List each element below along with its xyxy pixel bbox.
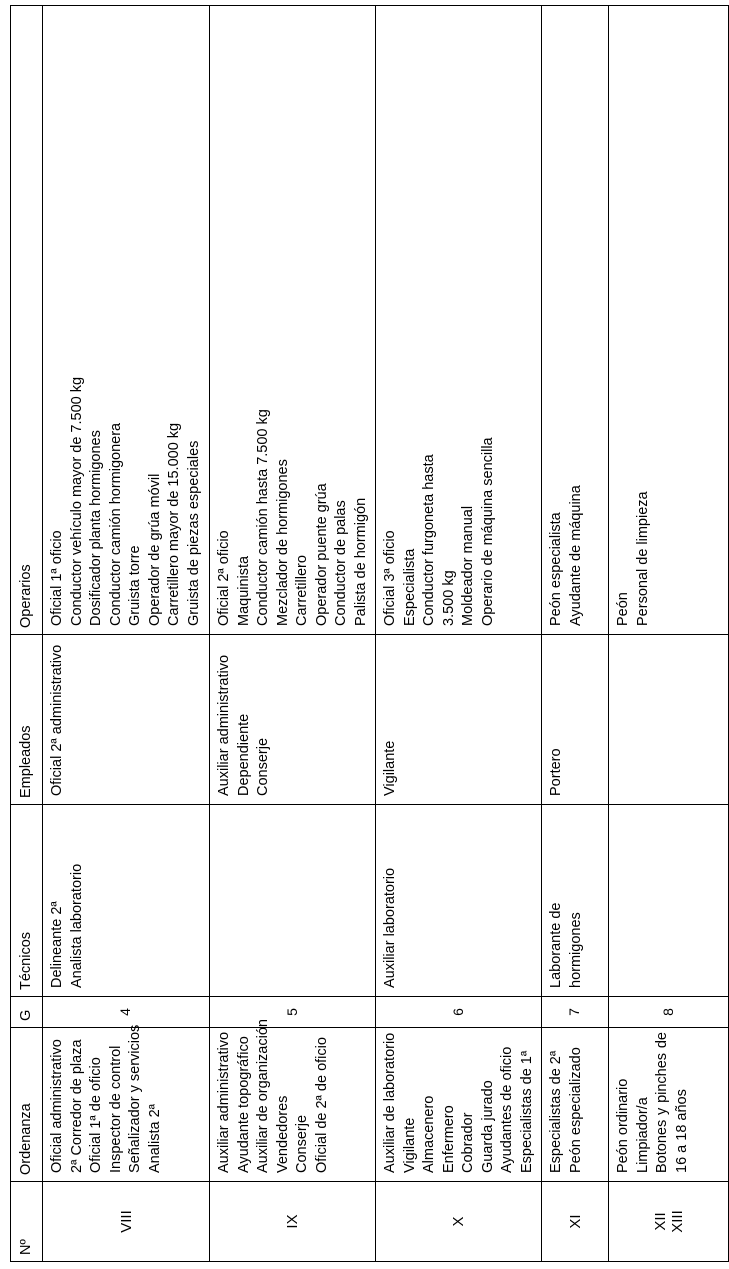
list-item: Auxiliar administrativo xyxy=(216,1031,232,1173)
header-empleados: Empleados xyxy=(11,635,43,805)
cell-operarios xyxy=(210,6,376,635)
list-item: Botones y pinches de 16 a 18 años xyxy=(654,1032,690,1173)
list-item: Guarda jurado xyxy=(479,1080,496,1173)
list-item: 3.500 kg xyxy=(440,570,457,626)
list-item: Enfermero xyxy=(440,1105,457,1173)
list-item: Peón ordinario xyxy=(615,1078,631,1173)
list-item: Conductor furgoneta hasta xyxy=(421,454,437,626)
list-item: Mezclador de hormigones xyxy=(274,459,291,626)
table-row xyxy=(542,6,609,1262)
table-row xyxy=(609,6,729,1262)
list-item: Moldeador manual xyxy=(460,505,476,626)
list-item: Oficial 1ª de oficio xyxy=(88,1057,104,1173)
list-item: Cobrador xyxy=(460,1112,476,1173)
list-item: Peón xyxy=(615,592,631,626)
list-item: Oficial 3ª oficio xyxy=(382,530,398,626)
cell-operarios xyxy=(43,6,210,635)
list-item: Limpiador/a xyxy=(634,1097,651,1173)
list-item: Portero xyxy=(548,748,564,796)
header-ordenanza: Ordenanza xyxy=(11,1028,43,1182)
list-item: Carretillero mayor de 15.000 kg xyxy=(166,422,182,626)
list-item: Especialistas de 1ª xyxy=(518,1050,535,1173)
list-item: Vendedores xyxy=(274,1095,291,1173)
cell-empleados xyxy=(542,635,609,805)
table-row xyxy=(376,6,542,1262)
row-num: IX xyxy=(210,1182,376,1262)
list-item: Oficial de 2ª de oficio xyxy=(313,1037,330,1173)
cell-operarios xyxy=(542,6,609,635)
list-item: Maquinista xyxy=(235,555,252,626)
list-item: Conserje xyxy=(294,1114,310,1173)
list-item: Operador puente grúa xyxy=(313,483,330,626)
list-item: Conserje xyxy=(255,737,271,796)
list-item: Auxiliar laboratorio xyxy=(382,867,398,988)
list-item: Especialistas de 2ª xyxy=(548,1050,564,1173)
cell-empleados xyxy=(609,635,729,805)
header-num: Nº xyxy=(11,1182,43,1262)
list-item: Dosificador planta hormigones xyxy=(88,430,104,626)
list-item: Dependiente xyxy=(235,713,252,796)
cell-ordenanza xyxy=(376,1028,542,1182)
cell-ordenanza xyxy=(43,1024,210,1182)
list-item: Peón especialista xyxy=(548,512,564,626)
list-item: Carretillero xyxy=(294,555,310,626)
list-item: Gruista torre xyxy=(127,545,143,626)
list-item: Vigilante xyxy=(382,740,398,796)
cell-tecnicos xyxy=(542,805,609,997)
row-num: X xyxy=(376,1182,542,1262)
list-item: Señalizador y servicios xyxy=(127,1024,143,1173)
cell-operarios xyxy=(609,6,729,635)
list-item: Conductor camión hormigonera xyxy=(107,422,124,626)
header-tecnicos: Técnicos xyxy=(11,805,43,997)
list-item: Laborante de hormigones xyxy=(548,902,584,988)
list-item: Ayudantes de oficio xyxy=(499,1046,515,1173)
list-item: Palista de hormigón xyxy=(352,497,369,626)
list-item: 2ª Corredor de plaza xyxy=(68,1039,85,1173)
cell-empleados xyxy=(376,635,542,805)
cell-empleados xyxy=(210,635,376,805)
list-item: Oficial administrativo xyxy=(49,1039,65,1173)
cell-empleados xyxy=(43,635,210,805)
row-group: 4 xyxy=(43,997,210,1028)
cell-operarios xyxy=(376,6,542,635)
row-num: XI xyxy=(542,1182,609,1262)
cell-tecnicos xyxy=(609,805,729,997)
list-item: Vigilante xyxy=(401,1117,418,1173)
cell-ordenanza xyxy=(609,1028,729,1182)
list-item: Inspector de control xyxy=(107,1045,124,1173)
cell-ordenanza xyxy=(210,1019,376,1182)
header-row xyxy=(11,6,43,1262)
table-row xyxy=(210,6,376,1262)
list-item: Auxiliar administrativo xyxy=(216,654,232,796)
list-item: Oficial 2ª oficio xyxy=(216,530,232,626)
row-num: VIII xyxy=(43,1182,210,1262)
list-item: Oficial 1ª oficio xyxy=(49,530,65,626)
list-item: Conductor de palas xyxy=(333,500,349,626)
list-item: Ayudante de máquina xyxy=(567,485,584,626)
list-item: Oficial 2ª administrativo xyxy=(49,644,65,796)
row-group: 8 xyxy=(609,997,729,1028)
row-num: XII XIII xyxy=(609,1182,729,1262)
list-item: Almacenero xyxy=(421,1095,437,1173)
list-item: Conductor camión hasta 7.500 kg xyxy=(255,409,271,626)
list-item: Ayudante topográfico xyxy=(235,1036,252,1173)
list-item: Personal de limpieza xyxy=(634,491,651,626)
list-item: Peón especializado xyxy=(567,1047,584,1173)
row-group: 7 xyxy=(542,997,609,1028)
list-item: Delineante 2ª xyxy=(49,901,65,988)
cell-tecnicos xyxy=(43,805,210,997)
cell-ordenanza xyxy=(542,1028,609,1182)
category-table xyxy=(10,5,729,1262)
header-g: G xyxy=(11,997,43,1028)
cell-tecnicos xyxy=(210,805,376,997)
header-operarios: Operarios xyxy=(11,6,43,635)
table-row xyxy=(43,6,210,1262)
row-group: 5 xyxy=(210,997,376,1028)
list-item: Analista laboratorio xyxy=(68,863,85,988)
list-item: Gruista de piezas especiales xyxy=(185,440,202,626)
list-item: Auxiliar de organización xyxy=(255,1019,271,1173)
cell-tecnicos xyxy=(376,805,542,997)
list-item: Operador de grúa móvil xyxy=(146,473,163,626)
list-item: Analista 2ª xyxy=(146,1103,163,1173)
row-group: 6 xyxy=(376,997,542,1028)
list-item: Especialista xyxy=(401,548,418,626)
list-item: Auxiliar de laboratorio xyxy=(382,1032,398,1173)
list-item: Operario de máquina sencilla xyxy=(479,437,496,626)
list-item: Conductor vehículo mayor de 7.500 kg xyxy=(68,376,85,626)
